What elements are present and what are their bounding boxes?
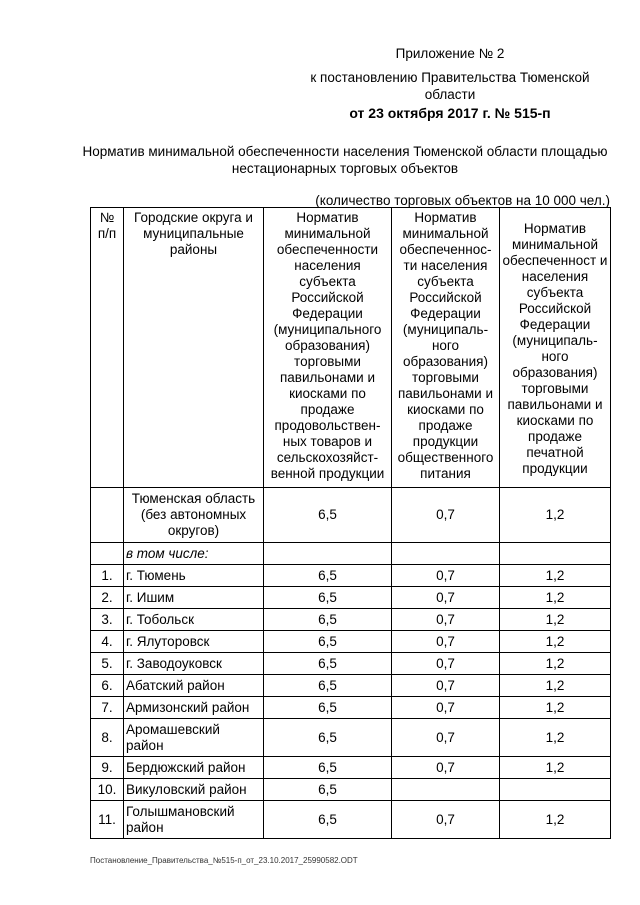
- row-num: 1.: [91, 565, 124, 587]
- row-num: 5.: [91, 653, 124, 675]
- table-row: [91, 587, 611, 609]
- row-name: г. Заводоуковск: [124, 653, 264, 675]
- table-row: [91, 631, 611, 653]
- row-print: 1,2: [500, 801, 611, 839]
- row-catering: 0,7: [392, 757, 500, 779]
- row-food: 6,5: [264, 587, 392, 609]
- row-print: 1,2: [500, 609, 611, 631]
- table-row: [91, 675, 611, 697]
- total-num: [91, 488, 124, 543]
- row-print: 1,2: [500, 697, 611, 719]
- row-print: 1,2: [500, 565, 611, 587]
- row-food: 6,5: [264, 779, 392, 801]
- table-row: [91, 609, 611, 631]
- row-catering: 0,7: [392, 565, 500, 587]
- row-print: [500, 779, 611, 801]
- unit-note: (количество торговых объектов на 10 000 чел.): [315, 193, 610, 208]
- row-name: г. Тюмень: [124, 565, 264, 587]
- row-name: г. Ишим: [124, 587, 264, 609]
- row-num: 7.: [91, 697, 124, 719]
- total-food: 6,5: [264, 488, 392, 543]
- table-row: [91, 801, 611, 839]
- row-food: 6,5: [264, 697, 392, 719]
- row-food: 6,5: [264, 631, 392, 653]
- row-num: 10.: [91, 779, 124, 801]
- row-print: 1,2: [500, 587, 611, 609]
- header-print: Норматив минимальной обеспеченност и населения субъекта Российской Федерации (муниципаль-ного образования) торговыми павильонами и киосками по продаже печатной продукции: [500, 208, 611, 488]
- row-num: 6.: [91, 675, 124, 697]
- row-print: 1,2: [500, 675, 611, 697]
- row-name: г. Ялуторовск: [124, 631, 264, 653]
- row-catering: 0,7: [392, 675, 500, 697]
- row-food: 6,5: [264, 801, 392, 839]
- table-row-including: [91, 543, 611, 565]
- including-food: [264, 543, 392, 565]
- row-food: 6,5: [264, 757, 392, 779]
- footer-filename: Постановление_Правительства_№515-п_от_23.10.2017_25990582.ODT: [90, 856, 358, 865]
- row-print: 1,2: [500, 653, 611, 675]
- total-name: Тюменская область (без автономных округов): [124, 488, 264, 543]
- row-catering: 0,7: [392, 697, 500, 719]
- document-title: Норматив минимальной обеспеченности населения Тюменской области площадью нестационарных торговых объектов: [82, 144, 608, 176]
- including-catering: [392, 543, 500, 565]
- table-row: [91, 719, 611, 757]
- row-name: Аромашевский район: [124, 719, 264, 757]
- row-catering: 0,7: [392, 719, 500, 757]
- row-num: 4.: [91, 631, 124, 653]
- table-row: [91, 653, 611, 675]
- row-name: Голышмановский район: [124, 801, 264, 839]
- appendix-date: от 23 октября 2017 г. № 515-п: [349, 105, 551, 121]
- header-food: Норматив минимальной обеспеченности населения субъекта Российской Федерации (муниципального образования) торговыми павильонами и киосками по продаже продовольствен-ных товаров и сельскохозяйст-венной продукции: [264, 208, 392, 488]
- row-catering: 0,7: [392, 587, 500, 609]
- header-catering: Норматив минимальной обеспеченнос-ти населения субъекта Российской Федерации (муниципаль-ного образования) торговыми павильонами и киосками по продаже продукции общественного питания: [392, 208, 500, 488]
- row-name: Армизонский район: [124, 697, 264, 719]
- row-print: 1,2: [500, 719, 611, 757]
- row-print: 1,2: [500, 631, 611, 653]
- norm-table: [90, 207, 611, 839]
- row-num: 2.: [91, 587, 124, 609]
- row-name: Абатский район: [124, 675, 264, 697]
- row-food: 6,5: [264, 565, 392, 587]
- row-catering: 0,7: [392, 801, 500, 839]
- row-name: г. Тобольск: [124, 609, 264, 631]
- row-food: 6,5: [264, 653, 392, 675]
- row-catering: 0,7: [392, 609, 500, 631]
- table-body: [91, 565, 611, 839]
- appendix-number: Приложение № 2: [395, 46, 505, 61]
- row-num: 9.: [91, 757, 124, 779]
- header-num: № п/п: [91, 208, 124, 488]
- table-row: [91, 565, 611, 587]
- table-row: [91, 757, 611, 779]
- row-name: Бердюжский район: [124, 757, 264, 779]
- table-row: [91, 779, 611, 801]
- table-row: [91, 697, 611, 719]
- table-header-row: [91, 208, 611, 488]
- row-catering: [392, 779, 500, 801]
- row-print: 1,2: [500, 757, 611, 779]
- row-catering: 0,7: [392, 653, 500, 675]
- including-label: в том числе:: [124, 543, 264, 565]
- row-name: Викуловский район: [124, 779, 264, 801]
- row-food: 6,5: [264, 609, 392, 631]
- row-catering: 0,7: [392, 631, 500, 653]
- header-name: Городские округа и муниципальные районы: [124, 208, 264, 488]
- row-food: 6,5: [264, 719, 392, 757]
- row-num: 8.: [91, 719, 124, 757]
- including-num: [91, 543, 124, 565]
- appendix-reference: к постановлению Правительства Тюменской области: [310, 70, 590, 102]
- total-catering: 0,7: [392, 488, 500, 543]
- row-num: 3.: [91, 609, 124, 631]
- row-num: 11.: [91, 801, 124, 839]
- total-print: 1,2: [500, 488, 611, 543]
- including-print: [500, 543, 611, 565]
- table-row-total: [91, 488, 611, 543]
- row-food: 6,5: [264, 675, 392, 697]
